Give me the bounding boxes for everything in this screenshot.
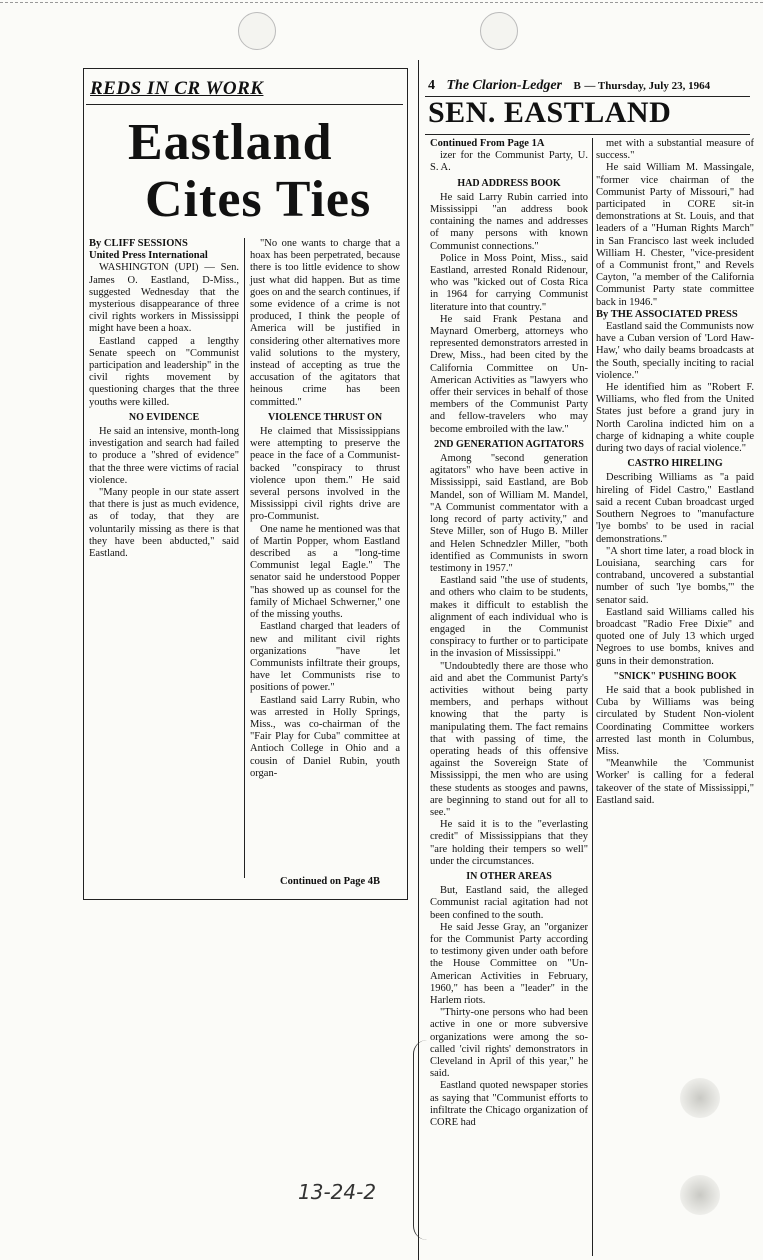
continuation-headline: SEN. EASTLAND: [428, 96, 672, 129]
paragraph: Police in Moss Point, Miss., said Eastland, arrested Ronald Ridenour, who was "kicked out of Costa Rica in 1964 for carrying Communist literature into that country.": [430, 252, 588, 313]
subhead: 2ND GENERATION AGITATORS: [434, 438, 584, 450]
masthead: [428, 78, 710, 94]
punch-hole-shadow: [680, 1078, 720, 1118]
paragraph: He said it is to the "everlasting credit" of Mississippians that they "are holding their tempers so well" under the circumstances.: [430, 819, 588, 867]
paragraph: WASHINGTON (UPI) — Sen. James O. Eastland, D-Miss., suggested Wednesday that the mysterious disappearance of three civil rights workers in Mississippi might have been a hoax.: [89, 262, 239, 335]
issue-date: — Thursday, July 23, 1964: [584, 80, 711, 92]
column-rule: [592, 138, 593, 1256]
paragraph: He said that a book published in Cuba by Williams was being circulated by Student Non-violent Coordinating Committee workers arrested last month in Columbus, Miss.: [596, 684, 754, 757]
byline: By THE ASSOCIATED PRESS: [596, 308, 738, 320]
paragraph: Among "second generation agitators" who have been active in Mississippi, said Eastland, are Bob Mandel, son of William M. Mandel, "A Communist commentator with a long record of party activity," and Steve Miller, son of Hugo B. Miller and Helen Schnedzler Miller, "both identified as Communists in sworn testimony in 1957.": [430, 453, 588, 574]
handwritten-bracket: [413, 1040, 430, 1240]
continued-line: Continued on Page 4B: [280, 876, 381, 887]
paragraph: Describing Williams as "a paid hireling of Fidel Castro," Eastland said a recent Cuban broadcast urged Southern Negroes to "manufacture 'lye bombs' to be used in racial demonstrations.": [596, 472, 754, 545]
paragraph: Eastland charged that leaders of new and militant civil rights organizations "have let Communists infiltrate their groups, have let Communists rise to positions of power.": [250, 621, 400, 694]
headline-line-1: Eastland: [128, 114, 333, 171]
column-rule: [244, 238, 245, 878]
rule: [86, 104, 403, 105]
paragraph: Eastland capped a lengthy Senate speech on "Communist participation and leadership" in the civil rights movement by questioning charges that the three youths were killed.: [89, 335, 239, 408]
headline-line-2: Cites Ties: [145, 171, 372, 228]
subhead: CASTRO HIRELING: [627, 458, 723, 470]
paragraph: "Thirty-one persons who had been active in one or more subversive organizations were among the so-called 'civil rights' demonstrators in Cleveland in April of this year," he said.: [430, 1007, 588, 1080]
byline: Continued From Page 1A: [430, 138, 545, 149]
paragraph: He said William M. Massingale, "former vice chairman of the Communist Party of Missouri," had participated in CORE sit-in demonstrations at St. Louis, and that leaders of a "Human Rights March" in San Francisco last week included William H. Chester, "vice-president of a Communist front," and Revels Cayton, "a member of the California Communist Party state committee back in 1946.": [596, 162, 754, 308]
handwritten-note: 13-24-2: [298, 1180, 377, 1204]
rule: [425, 134, 750, 135]
paragraph: But, Eastland said, the alleged Communist racial agitation had not been confined to the south.: [430, 885, 588, 921]
paragraph: met with a substantial measure of success.": [596, 138, 754, 162]
subhead: "SNICK" PUSHING BOOK: [613, 670, 737, 682]
article-column-left-2: [250, 238, 400, 780]
paragraph: He said Larry Rubin carried into Mississippi "an address book containing the names and addresses of many persons with known Communist connections.": [430, 191, 588, 252]
paragraph: He said Jesse Gray, an "organizer for the Communist Party according to testimony given under oath before the House Committee on "Un-American Activities in February, 1960," has been a "leader" in the Harlem riots.: [430, 921, 588, 1007]
punch-hole: [480, 12, 518, 50]
subhead: IN OTHER AREAS: [466, 870, 552, 882]
byline: By CLIFF SESSIONS: [89, 238, 188, 249]
paragraph: "No one wants to charge that a hoax has been perpetrated, because there is too little evidence to show just what did happen. But as time goes on and the search continues, if some evidence of a crime is not produced, I think the people of America will be justified in considering other alternatives more valid solutions to the mystery, instead of accepting as true the accusation of the agitators that heinous crime has been committed.": [250, 238, 400, 408]
byline: United Press International: [89, 250, 208, 262]
page-number: 4: [428, 78, 435, 93]
subhead: NO EVIDENCE: [128, 411, 200, 423]
subhead: HAD ADDRESS BOOK: [457, 177, 561, 189]
paper-name: The Clarion-Ledger: [446, 78, 562, 93]
paragraph: Eastland said Larry Rubin, who was arrested in Holly Springs, Miss., was co-chairman of the "Fair Play for Cuba" committee at Antioch College in Ohio and a cousin of Daniel Rubin, youth organ-: [250, 694, 400, 779]
subhead: VIOLENCE THRUST ON: [267, 411, 383, 423]
paragraph: He said an intensive, month-long investigation and search had failed to produce a "shred of evidence" that the three were victims of racial violence.: [89, 426, 239, 486]
paragraph: izer for the Communist Party, U. S. A.: [430, 150, 588, 174]
article-column-right-1: [430, 138, 588, 1129]
paragraph: He identified him as "Robert F. Williams, who fled from the United States just before a grand jury in North Carolina indicted him on a charge of kidnaping a white couple during two days of racial violence.": [596, 382, 754, 455]
punch-hole-shadow: [680, 1175, 720, 1215]
paragraph: Eastland said Williams called his broadcast "Radio Free Dixie" and quoted one of July 13 which urged Negroes to use bombs, knives and guns in their demonstration.: [596, 606, 754, 667]
paragraph: Eastland said "the use of students, and others who claim to be students, makes it difficult to establish the alignment of each individual who is engaged in the Communist conspiracy to further or to participate in the invasion of Mississippi.": [430, 575, 588, 660]
article-column-right-2: [596, 138, 754, 807]
paragraph: "Many people in our state assert that there is just as much evidence, as of today, that they are voluntarily missing as there is that they have been abducted," said Eastland.: [89, 487, 239, 560]
paragraph: Eastland said the Communists now have a Cuban version of 'Lord Haw-Haw,' who daily beams broadcasts at the South, specially inciting to racial violence.": [596, 321, 754, 381]
section-letter: B: [573, 80, 581, 92]
article-column-left-1: [89, 238, 239, 560]
paragraph: He claimed that Mississippians were attempting to preserve the peace in the face of a Communist-backed "conspiracy to thrust violence upon them." He said several persons involved in the Mississippi civil rights drive are pro-Communist.: [250, 426, 400, 523]
paragraph: "Undoubtedly there are those who aid and abet the Communist Party's activities without being party members, and perhaps without knowing that the party is manipulating them. The fact remains that with passing of time, the operating heads of this offensive against the Sovereign State of Mississippi, the men who are using these students as stooges and pawns, are beginning to stand out for all to see.": [430, 660, 588, 818]
paragraph: Eastland quoted newspaper stories as saying that "Communist efforts to infiltrate the Chicago organization of CORE had: [430, 1080, 588, 1129]
paragraph: He said Frank Pestana and Maynard Omerberg, attorneys who represented demonstrators arrested in Drew, Miss., had been cited by the California Committee on Un-American Activities as "lawyers who offer their services in behalf of those members of the Communist Party and fellow-travelers who may become embroiled with the law.": [430, 313, 588, 435]
paragraph: "A short time later, a road block in Louisiana, searching cars for contraband, uncovered a substantial number of such 'lye bombs,'" the senator said.: [596, 545, 754, 606]
perforation-line: [0, 2, 763, 3]
paragraph: "Meanwhile the 'Communist Worker' is calling for a federal takeover of the state of Mississippi," Eastland said.: [596, 758, 754, 806]
paragraph: One name he mentioned was that of Martin Popper, whom Eastland described as a "long-time Communist legal Eagle." The senator said he understood Popper "has showed up as counsel for the family of Michael Schwerner," one of the missing youths.: [250, 523, 400, 621]
kicker-heading: REDS IN CR WORK: [90, 78, 264, 99]
punch-hole: [238, 12, 276, 50]
